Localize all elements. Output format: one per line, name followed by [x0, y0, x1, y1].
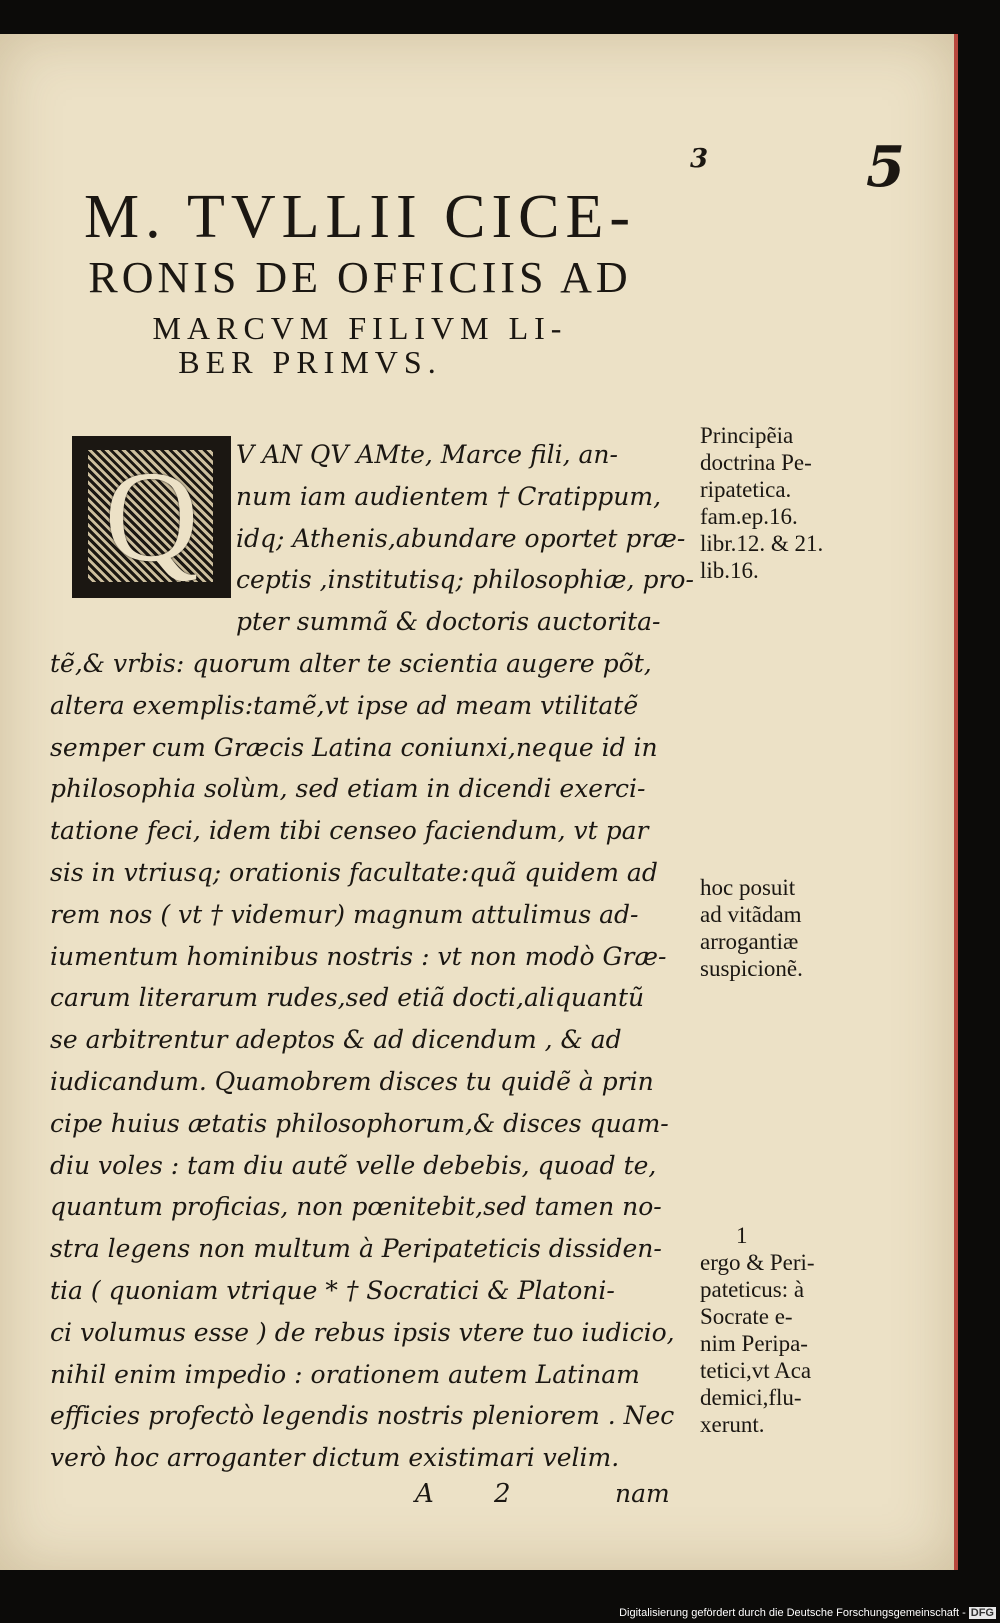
margin-note-1: [700, 422, 870, 584]
margin-note-line: Socrate e-: [700, 1304, 793, 1329]
body-text: [50, 434, 694, 1479]
title-line-4: BER PRIMVS.: [178, 344, 442, 380]
text-line: num iam audientem † Cratippum,: [236, 481, 662, 511]
margin-note-line: fam.ep.16.: [700, 504, 798, 529]
text-line: efficies profectò legendis nostris pleniorem . Nec: [50, 1401, 675, 1431]
margin-note-line: ergo & Peri-: [700, 1250, 815, 1275]
margin-note-line: 1: [736, 1223, 748, 1248]
text-line: stra legens non multum à Peripateticis dissiden-: [50, 1234, 662, 1264]
margin-note-line: suspicionẽ.: [700, 956, 803, 981]
text-line: philosophia solùm, sed etiam in dicendi exerci-: [50, 774, 646, 804]
text-line: semper cum Græcis Latina coniunxi,neque id in: [50, 732, 658, 762]
text-line: se arbitrentur adeptos & ad dicendum , & ad: [50, 1025, 622, 1055]
dfg-logo: DFG: [970, 1607, 994, 1619]
margin-note-line: Principẽia: [700, 423, 794, 448]
text-line: diu voles : tam diu autẽ velle debebis, quoad te,: [50, 1150, 657, 1180]
text-line: idq; Athenis,abundare oportet præ-: [236, 523, 686, 553]
margin-note-line: tetici,vt Aca: [700, 1358, 812, 1383]
text-line: nihil enim impedio : orationem autem Latinam: [50, 1359, 640, 1389]
text-line: rem nos ( vt † videmur) magnum attulimus ad-: [50, 899, 639, 929]
text-line: sis in vtriusq; orationis facultate:quã quidem ad: [50, 857, 658, 887]
digitization-footer: [619, 1607, 996, 1619]
text-line: ci volumus esse ) de rebus ipsis vtere tuo iudicio,: [50, 1317, 675, 1347]
title-line-2: RONIS DE OFFICIIS AD: [88, 253, 632, 302]
folio-number: 3: [690, 144, 709, 174]
margin-note-line: nim Peripa-: [700, 1331, 808, 1356]
footer-text: Digitalisierung gefördert durch die Deutsche Forschungsgemeinschaft -: [619, 1607, 966, 1619]
text-line: pter summã & doctoris auctorita-: [236, 607, 661, 637]
title-line-3: MARCVM FILIVM LI-: [152, 310, 568, 346]
text-line: altera exemplis:tamẽ,vt ipse ad meam vtilitatẽ: [50, 690, 639, 720]
text-line: tẽ,& vrbis: quorum alter te scientia augere põt,: [50, 648, 652, 678]
margin-note-line: hoc posuit: [700, 875, 796, 900]
margin-note-3: [700, 1222, 870, 1438]
signature-mark: A 2: [415, 1479, 537, 1509]
margin-note-line: ad vitãdam: [700, 902, 802, 927]
text-line: carum literarum rudes,sed etiã docti,aliquantũ: [50, 983, 645, 1013]
page-number-mark: 5: [866, 134, 905, 200]
text-line: cipe huius ætatis philosophorum,& disces quam-: [50, 1108, 669, 1138]
text-line: verò hoc arroganter dictum existimari velim.: [50, 1443, 620, 1473]
initial-letter: Q: [104, 445, 199, 589]
margin-note-line: lib.16.: [700, 558, 759, 583]
margin-note-line: doctrina Pe-: [700, 450, 812, 475]
book-page: [0, 34, 958, 1570]
text-line: quantum proficias, non pœnitebit,sed tamen no-: [50, 1192, 662, 1222]
title-line-1: M. TVLLII CICE-: [83, 183, 637, 251]
text-line: ceptis ,institutisq; philosophiæ, pro-: [236, 565, 694, 595]
catchword: nam: [615, 1479, 670, 1508]
margin-note-line: libr.12. & 21.: [700, 531, 824, 556]
margin-note-line: ripatetica.: [700, 477, 792, 502]
margin-note-line: pateticus: à: [700, 1277, 805, 1302]
margin-note-line: demici,flu-: [700, 1385, 802, 1410]
text-line: tatione feci, idem tibi censeo faciendum, vt par: [50, 816, 649, 846]
text-line: tia ( quoniam vtrique * † Socratici & Platoni-: [50, 1275, 615, 1305]
margin-note-line: arrogantiæ: [700, 929, 799, 954]
margin-note-2: [700, 874, 870, 982]
text-line: iudicandum. Quamobrem disces tu quidẽ à prin: [50, 1066, 654, 1096]
margin-note-line: xerunt.: [700, 1412, 765, 1437]
text-line: V AN QV AMte, Marce fili, an-: [236, 440, 618, 469]
text-line: iumentum hominibus nostris : vt non modò Græ-: [50, 941, 667, 971]
